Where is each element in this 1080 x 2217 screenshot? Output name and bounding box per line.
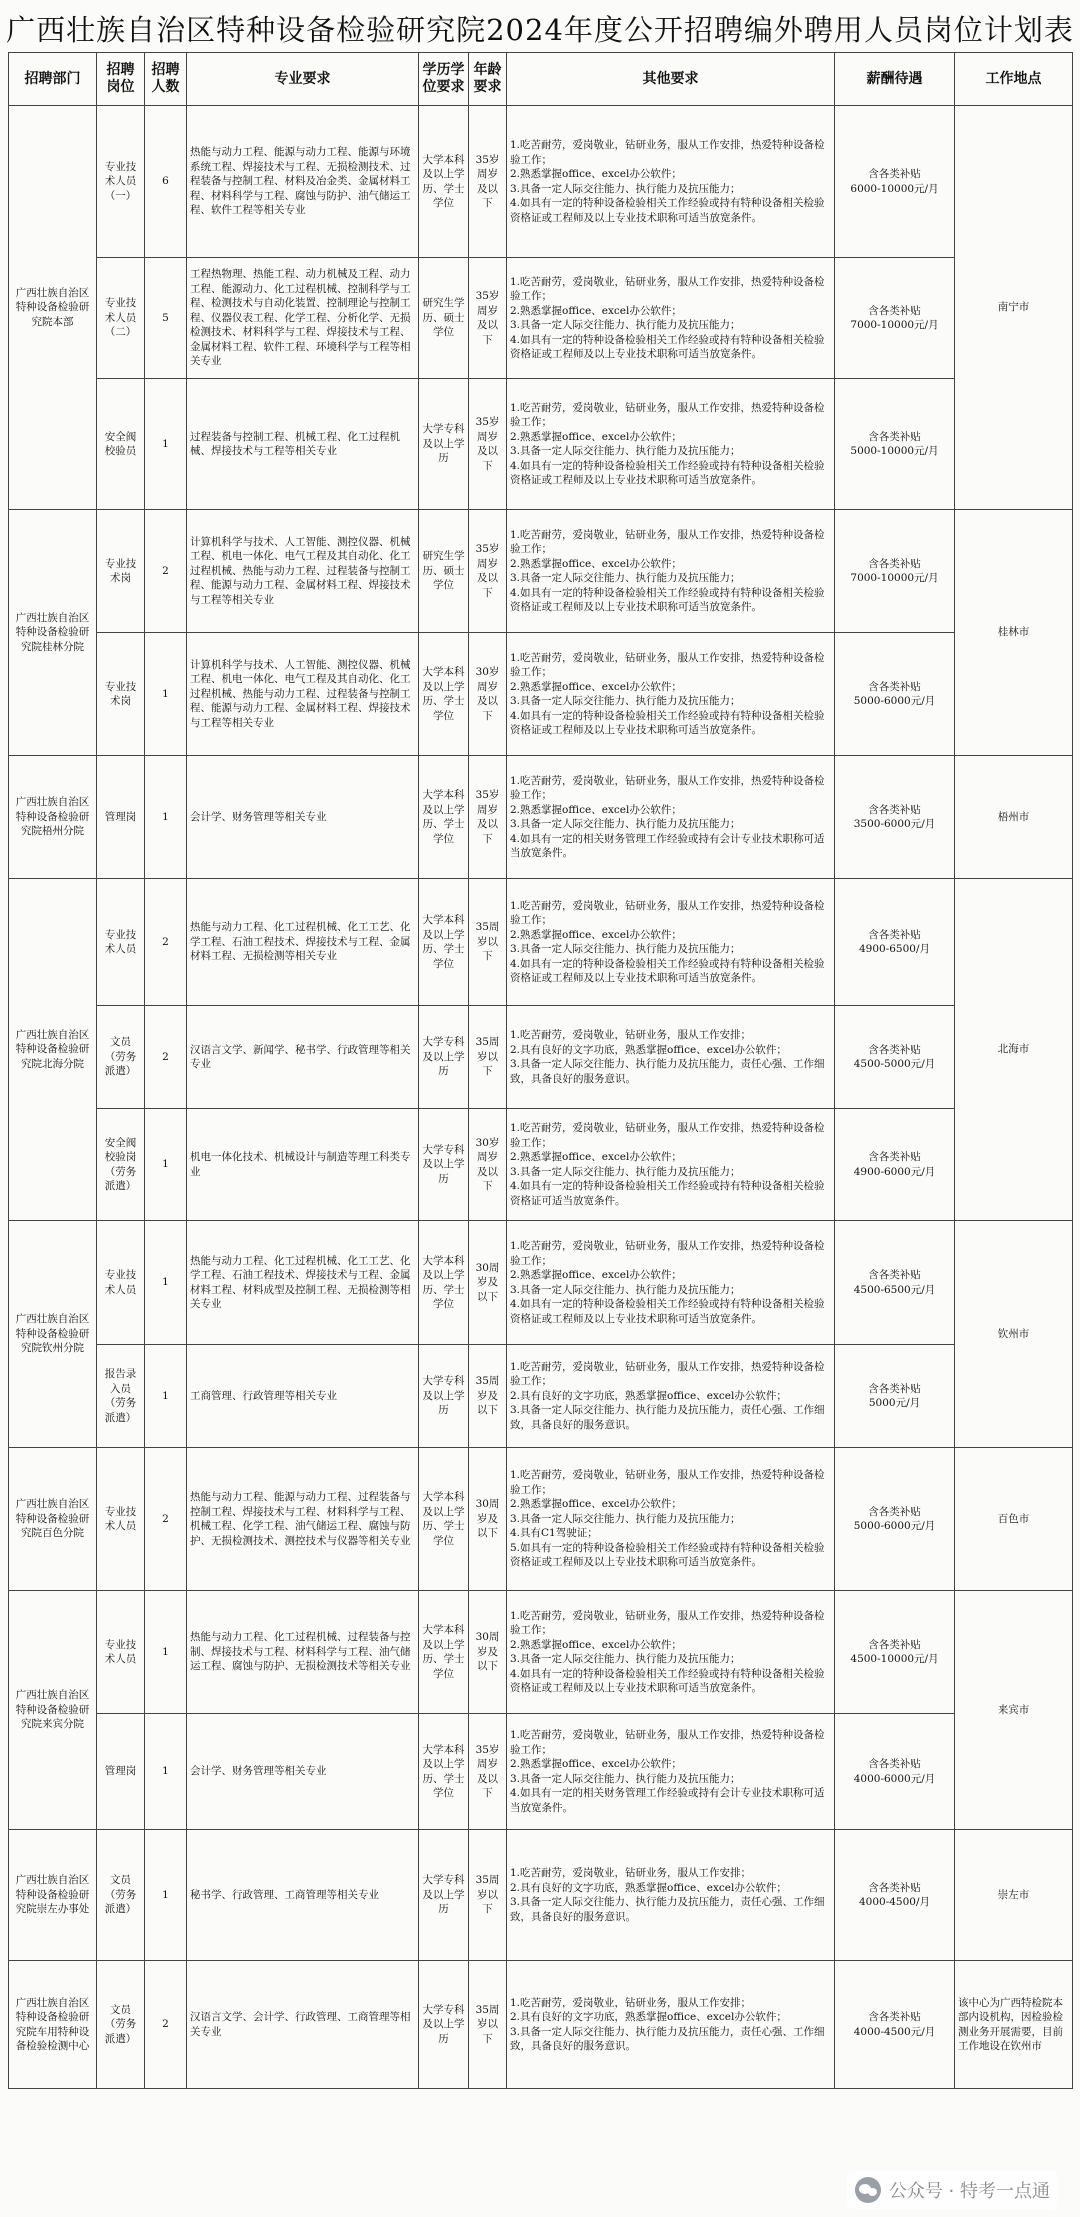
edu-cell: 大学专科及以上学历 [419,1109,469,1221]
age-cell: 35岁周岁及以下 [469,379,507,510]
major-cell: 热能与动力工程、能源与动力工程、能源与环境系统工程、焊接技术与工程、无损检测技术、过程装备与控制工程、材料及冶金类、金属材料工程、材料科学与工程、腐蚀与防护、油气储运工程、软件工程等相关专业 [187,106,419,258]
loc-cell: 该中心为广西特检院本部内设机构，因检验检测业务开展需要，目前工作地设在钦州市 [955,1961,1073,2089]
header-major: 专业要求 [187,53,419,106]
loc-cell: 北海市 [955,879,1073,1221]
post-cell: 专业技术岗 [97,633,145,756]
other-cell: 1.吃苦耐劳，爱岗敬业，钻研业务，服从工作安排，热爱特种设备检验工作； 2.熟悉掌握office、excel办公软件； 3.具备一定人际交往能力、执行能力及抗压能力； 4.如具有一定的特种设备检验相关工作经验或持有特种设备相关检验资格证或工程师及以上专业技术职称可适当放宽条件。 [507,879,835,1006]
salary-cell: 含各类补贴 6000-10000元/月 [835,106,955,258]
other-cell: 1.吃苦耐劳，爱岗敬业，钻研业务，服从工作安排，热爱特种设备检验工作； 2.熟悉掌握office、excel办公软件； 3.具备一定人际交往能力、执行能力及抗压能力； 4.如具有一定的特种设备检验相关工作经验或持有特种设备相关检验资格证或工程师及以上专业技术职称可适当放宽条件。 [507,379,835,510]
loc-cell: 来宾市 [955,1591,1073,1830]
table-row [9,756,1073,879]
other-cell: 1.吃苦耐劳，爱岗敬业，钻研业务，服从工作安排； 2.具有良好的文字功底，熟悉掌握office、excel办公软件； 3.具备一定人际交往能力、执行能力及抗压能力，责任心强、工作细致，具备良好的服务意识。 [507,1006,835,1109]
num-cell: 1 [145,1345,187,1448]
age-cell: 35周岁以下 [469,879,507,1006]
edu-cell: 大学专科及以上学历 [419,1830,469,1961]
num-cell: 2 [145,1961,187,2089]
age-cell: 35周岁以下 [469,1006,507,1109]
post-cell: 专业技术人员（二） [97,258,145,379]
edu-cell: 大学本科及以上学历、学士学位 [419,879,469,1006]
table-row [9,1221,1073,1345]
other-cell: 1.吃苦耐劳，爱岗敬业，钻研业务，服从工作安排，热爱特种设备检验工作； 2.熟悉掌握office、excel办公软件； 3.具备一定人际交往能力、执行能力及抗压能力； 4.如具有一定的特种设备检验相关工作经验或持有特种设备相关检验资格证或工程师及以上专业技术职称可适当放宽条件。 [507,106,835,258]
header-num: 招聘人数 [145,53,187,106]
edu-cell: 大学专科及以上学历 [419,1006,469,1109]
post-cell: 专业技术人员 [97,1448,145,1591]
major-cell: 热能与动力工程、化工过程机械、过程装备与控制、焊接技术与工程、材料科学与工程、油气储运工程、腐蚀与防护、无损检测技术等相关专业 [187,1591,419,1714]
dept-cell: 广西壮族自治区特种设备检验研究院百色分院 [9,1448,97,1591]
table-row [9,1109,1073,1221]
salary-cell: 含各类补贴 4500-6500元/月 [835,1221,955,1345]
wechat-icon [855,2177,881,2203]
edu-cell: 大学专科及以上学历 [419,1961,469,2089]
other-cell: 1.吃苦耐劳，爱岗敬业，钻研业务，服从工作安排，热爱特种设备检验工作； 2.具有良好的文字功底，熟悉掌握office、excel办公软件； 3.具备一定人际交往能力、执行能力及抗压能力，责任心强、工作细致，具备良好的服务意识。 [507,1345,835,1448]
post-cell: 安全阀校验员 [97,379,145,510]
other-cell: 1.吃苦耐劳，爱岗敬业，钻研业务，服从工作安排，热爱特种设备检验工作； 2.熟悉掌握office、excel办公软件； 3.具备一定人际交往能力、执行能力及抗压能力； 4.如具有一定的特种设备检验相关工作经验或持有特种设备相关检验资格证或工程师及以上专业技术职称可适当放宽条件。 [507,510,835,633]
edu-cell: 大学本科及以上学历、学士学位 [419,633,469,756]
dept-cell: 广西壮族自治区特种设备检验研究院钦州分院 [9,1221,97,1448]
major-cell: 汉语言文学、新闻学、秘书学、行政管理等相关专业 [187,1006,419,1109]
loc-cell: 百色市 [955,1448,1073,1591]
page-title: 广西壮族自治区特种设备检验研究院2024年度公开招聘编外聘用人员岗位计划表 [6,13,1074,47]
major-cell: 过程装备与控制工程、机械工程、化工过程机械、焊接技术与工程等相关专业 [187,379,419,510]
age-cell: 35岁周岁及以下 [469,258,507,379]
header-loc: 工作地点 [955,53,1073,106]
major-cell: 热能与动力工程、化工过程机械、化工工艺、化学工程、石油工程技术、焊接技术与工程、金属材料工程、无损检测等相关专业 [187,879,419,1006]
loc-cell: 梧州市 [955,756,1073,879]
major-cell: 秘书学、行政管理、工商管理等相关专业 [187,1830,419,1961]
edu-cell: 研究生学历、硕士学位 [419,258,469,379]
edu-cell: 大学专科及以上学历 [419,1345,469,1448]
age-cell: 30岁周岁及以下 [469,1109,507,1221]
major-cell: 会计学、财务管理等相关专业 [187,756,419,879]
post-cell: 专业技术岗 [97,510,145,633]
major-cell: 热能与动力工程、化工过程机械、化工工艺、化学工程、石油工程技术、焊接技术与工程、金属材料工程、材料成型及控制工程、无损检测等相关专业 [187,1221,419,1345]
table-row [9,1448,1073,1591]
salary-cell: 含各类补贴 4900-6000元/月 [835,1109,955,1221]
header-other: 其他要求 [507,53,835,106]
salary-cell: 含各类补贴 4000-6000元/月 [835,1714,955,1830]
age-cell: 35周岁以下 [469,1830,507,1961]
edu-cell: 大学本科及以上学历、学士学位 [419,1221,469,1345]
post-cell: 管理岗 [97,756,145,879]
dept-cell: 广西壮族自治区特种设备检验研究院北海分院 [9,879,97,1221]
salary-cell: 含各类补贴 5000元/月 [835,1345,955,1448]
num-cell: 2 [145,879,187,1006]
watermark [847,2171,1058,2209]
edu-cell: 大学本科及以上学历、学士学位 [419,1448,469,1591]
dept-cell: 广西壮族自治区特种设备检验研究院来宾分院 [9,1591,97,1830]
major-cell: 热能与动力工程、能源与动力工程、过程装备与控制工程、焊接技术与工程、材料科学与工程、机械工程、化学工程、油气储运工程、腐蚀与防护、无损检测技术、测控技术与仪器等相关专业 [187,1448,419,1591]
other-cell: 1.吃苦耐劳，爱岗敬业，钻研业务，服从工作安排，热爱特种设备检验工作； 2.熟悉掌握office、excel办公软件； 3.具备一定人际交往能力、执行能力及抗压能力； 4.如具有一定的特种设备检验相关工作经验或持有特种设备相关检验资格证可适当放宽条件。 [507,1109,835,1221]
table-row [9,633,1073,756]
table-header-row [9,53,1073,106]
num-cell: 6 [145,106,187,258]
table-row [9,106,1073,258]
salary-cell: 含各类补贴 7000-10000元/月 [835,510,955,633]
other-cell: 1.吃苦耐劳，爱岗敬业，钻研业务，服从工作安排，热爱特种设备检验工作； 2.熟悉掌握office、excel办公软件； 3.具备一定人际交往能力、执行能力及抗压能力； 4.如具有一定的特种设备检验相关工作经验或持有特种设备相关检验资格证或工程师及以上专业技术职称可适当放宽条件。 [507,1221,835,1345]
salary-cell: 含各类补贴 7000-10000元/月 [835,258,955,379]
post-cell: 文员（劳务派遣） [97,1961,145,2089]
num-cell: 2 [145,1448,187,1591]
num-cell: 5 [145,258,187,379]
num-cell: 1 [145,1109,187,1221]
salary-cell: 含各类补贴 4500-5000元/月 [835,1006,955,1109]
loc-cell: 崇左市 [955,1830,1073,1961]
dept-cell: 广西壮族自治区特种设备检验研究院崇左办事处 [9,1830,97,1961]
table-row [9,879,1073,1006]
age-cell: 30周岁及以下 [469,1591,507,1714]
other-cell: 1.吃苦耐劳，爱岗敬业，钻研业务，服从工作安排，热爱特种设备检验工作； 2.熟悉掌握office、excel办公软件； 3.具备一定人际交往能力、执行能力及抗压能力； 4.如具有一定的特种设备检验相关工作经验或持有特种设备相关检验资格证或工程师及以上专业技术职称可适当放宽条件。 [507,633,835,756]
salary-cell: 含各类补贴 5000-10000元/月 [835,379,955,510]
other-cell: 1.吃苦耐劳，爱岗敬业，钻研业务，服从工作安排，热爱特种设备检验工作； 2.熟悉掌握office、excel办公软件； 3.具备一定人际交往能力、执行能力及抗压能力； 4.如具有一定的特种设备检验相关工作经验或持有特种设备相关检验资格证或工程师及以上专业技术职称可适当放宽条件。 [507,1591,835,1714]
salary-cell: 含各类补贴 4900-6500/月 [835,879,955,1006]
post-cell: 安全阀校验岗（劳务派遣） [97,1109,145,1221]
other-cell: 1.吃苦耐劳，爱岗敬业，钻研业务，服从工作安排； 2.具有良好的文字功底，熟悉掌握office、excel办公软件； 3.具备一定人际交往能力、执行能力及抗压能力，责任心强、工作细致，具备良好的服务意识。 [507,1830,835,1961]
salary-cell: 含各类补贴 4000-4500元/月 [835,1961,955,2089]
dept-cell: 广西壮族自治区特种设备检验研究院本部 [9,106,97,510]
age-cell: 35岁周岁及以下 [469,1714,507,1830]
major-cell: 工程热物理、热能工程、动力机械及工程、动力工程、能源动力、化工过程机械、控制科学与工程、检测技术与自动化装置、控制理论与控制工程、仪器仪表工程、化学工程、分析化学、无损检测技术、材料科学与工程、焊接技术与工程、金属材料工程、软件工程、环境科学与工程等相关专业 [187,258,419,379]
num-cell: 1 [145,756,187,879]
edu-cell: 大学本科及以上学历、学士学位 [419,1591,469,1714]
edu-cell: 大学本科及以上学历、学士学位 [419,756,469,879]
table-row [9,1345,1073,1448]
major-cell: 工商管理、行政管理等相关专业 [187,1345,419,1448]
num-cell: 1 [145,633,187,756]
major-cell: 计算机科学与技术、人工智能、测控仪器、机械工程、机电一体化、电气工程及其自动化、化工过程机械、热能与动力工程、过程装备与控制工程、能源与动力工程、金属材料工程、焊接技术与工程等相关专业 [187,633,419,756]
other-cell: 1.吃苦耐劳，爱岗敬业，钻研业务，服从工作安排，热爱特种设备检验工作； 2.熟悉掌握office、excel办公软件； 3.具备一定人际交往能力、执行能力及抗压能力； 4.如具有一定的相关财务管理工作经验或持有会计专业技术职称可适当放宽条件。 [507,756,835,879]
age-cell: 30周岁及以下 [469,1221,507,1345]
dept-cell: 广西壮族自治区特种设备检验研究院车用特种设备检验检测中心 [9,1961,97,2089]
age-cell: 30周岁及以下 [469,1448,507,1591]
num-cell: 1 [145,379,187,510]
edu-cell: 大学本科及以上学历、学士学位 [419,1714,469,1830]
post-cell: 专业技术人员 [97,1591,145,1714]
recruitment-table [8,52,1073,2089]
other-cell: 1.吃苦耐劳，爱岗敬业，钻研业务，服从工作安排，热爱特种设备检验工作； 2.熟悉掌握office、excel办公软件； 3.具备一定人际交往能力、执行能力及抗压能力； 4.如具有一定的特种设备检验相关工作经验或持有特种设备相关检验资格证或工程师及以上专业技术职称可适当放宽条件。 [507,258,835,379]
major-cell: 机电一体化技术、机械设计与制造等理工科类专业 [187,1109,419,1221]
num-cell: 2 [145,510,187,633]
table-row [9,1830,1073,1961]
post-cell: 文员（劳务派遣） [97,1006,145,1109]
post-cell: 专业技术人员（一） [97,106,145,258]
major-cell: 会计学、财务管理等相关专业 [187,1714,419,1830]
dept-cell: 广西壮族自治区特种设备检验研究院梧州分院 [9,756,97,879]
header-salary: 薪酬待遇 [835,53,955,106]
loc-cell: 桂林市 [955,510,1073,756]
edu-cell: 大学专科及以上学历 [419,379,469,510]
salary-cell: 含各类补贴 5000-6000元/月 [835,633,955,756]
num-cell: 1 [145,1591,187,1714]
edu-cell: 研究生学历、硕士学位 [419,510,469,633]
age-cell: 35岁周岁及以下 [469,106,507,258]
num-cell: 1 [145,1830,187,1961]
num-cell: 1 [145,1714,187,1830]
header-dept: 招聘部门 [9,53,97,106]
loc-cell: 南宁市 [955,106,1073,510]
post-cell: 文员（劳务派遣） [97,1830,145,1961]
table-row [9,1006,1073,1109]
table-row [9,379,1073,510]
major-cell: 计算机科学与技术、人工智能、测控仪器、机械工程、机电一体化、电气工程及其自动化、化工过程机械、热能与动力工程、过程装备与控制工程、能源与动力工程、金属材料工程、焊接技术与工程等相关专业 [187,510,419,633]
table-row [9,258,1073,379]
salary-cell: 含各类补贴 3500-6000元/月 [835,756,955,879]
watermark-text: 公众号 · 特考一点通 [888,2181,1050,2202]
age-cell: 35岁周岁及以下 [469,756,507,879]
loc-cell: 钦州市 [955,1221,1073,1448]
age-cell: 35岁周岁及以下 [469,510,507,633]
age-cell: 35周岁及以下 [469,1345,507,1448]
header-edu: 学历学位要求 [419,53,469,106]
other-cell: 1.吃苦耐劳，爱岗敬业，钻研业务，服从工作安排； 2.具有良好的文字功底，熟悉掌握office、excel办公软件； 3.具备一定人际交往能力、执行能力及抗压能力，责任心强、工作细致，具备良好的服务意识。 [507,1961,835,2089]
table-row [9,1961,1073,2089]
major-cell: 汉语言文学、会计学、行政管理、工商管理等相关专业 [187,1961,419,2089]
salary-cell: 含各类补贴 4000-4500/月 [835,1830,955,1961]
age-cell: 30岁周岁及以下 [469,633,507,756]
post-cell: 专业技术人员 [97,1221,145,1345]
num-cell: 2 [145,1006,187,1109]
header-age: 年龄要求 [469,53,507,106]
other-cell: 1.吃苦耐劳，爱岗敬业，钻研业务，服从工作安排，热爱特种设备检验工作； 2.熟悉掌握office、excel办公软件； 3.具备一定人际交往能力、执行能力及抗压能力； 4.如具有一定的相关财务管理工作经验或持有会计专业技术职称可适当放宽条件。 [507,1714,835,1830]
table-row [9,1714,1073,1830]
other-cell: 1.吃苦耐劳，爱岗敬业，钻研业务，服从工作安排，热爱特种设备检验工作； 2.熟悉掌握office、excel办公软件； 3.具备一定人际交往能力、执行能力及抗压能力； 4.具有C1驾驶证； 5.如具有一定的特种设备检验相关工作经验或持有特种设备相关检验资格证或工程师及以上专业技术职称可适当放宽条件。 [507,1448,835,1591]
dept-cell: 广西壮族自治区特种设备检验研究院桂林分院 [9,510,97,756]
salary-cell: 含各类补贴 5000-6000元/月 [835,1448,955,1591]
header-post: 招聘岗位 [97,53,145,106]
post-cell: 专业技术人员 [97,879,145,1006]
table-row [9,1591,1073,1714]
num-cell: 1 [145,1221,187,1345]
table-row [9,510,1073,633]
edu-cell: 大学本科及以上学历、学士学位 [419,106,469,258]
salary-cell: 含各类补贴 4500-10000元/月 [835,1591,955,1714]
post-cell: 报告录入员（劳务派遣） [97,1345,145,1448]
post-cell: 管理岗 [97,1714,145,1830]
age-cell: 35周岁以下 [469,1961,507,2089]
